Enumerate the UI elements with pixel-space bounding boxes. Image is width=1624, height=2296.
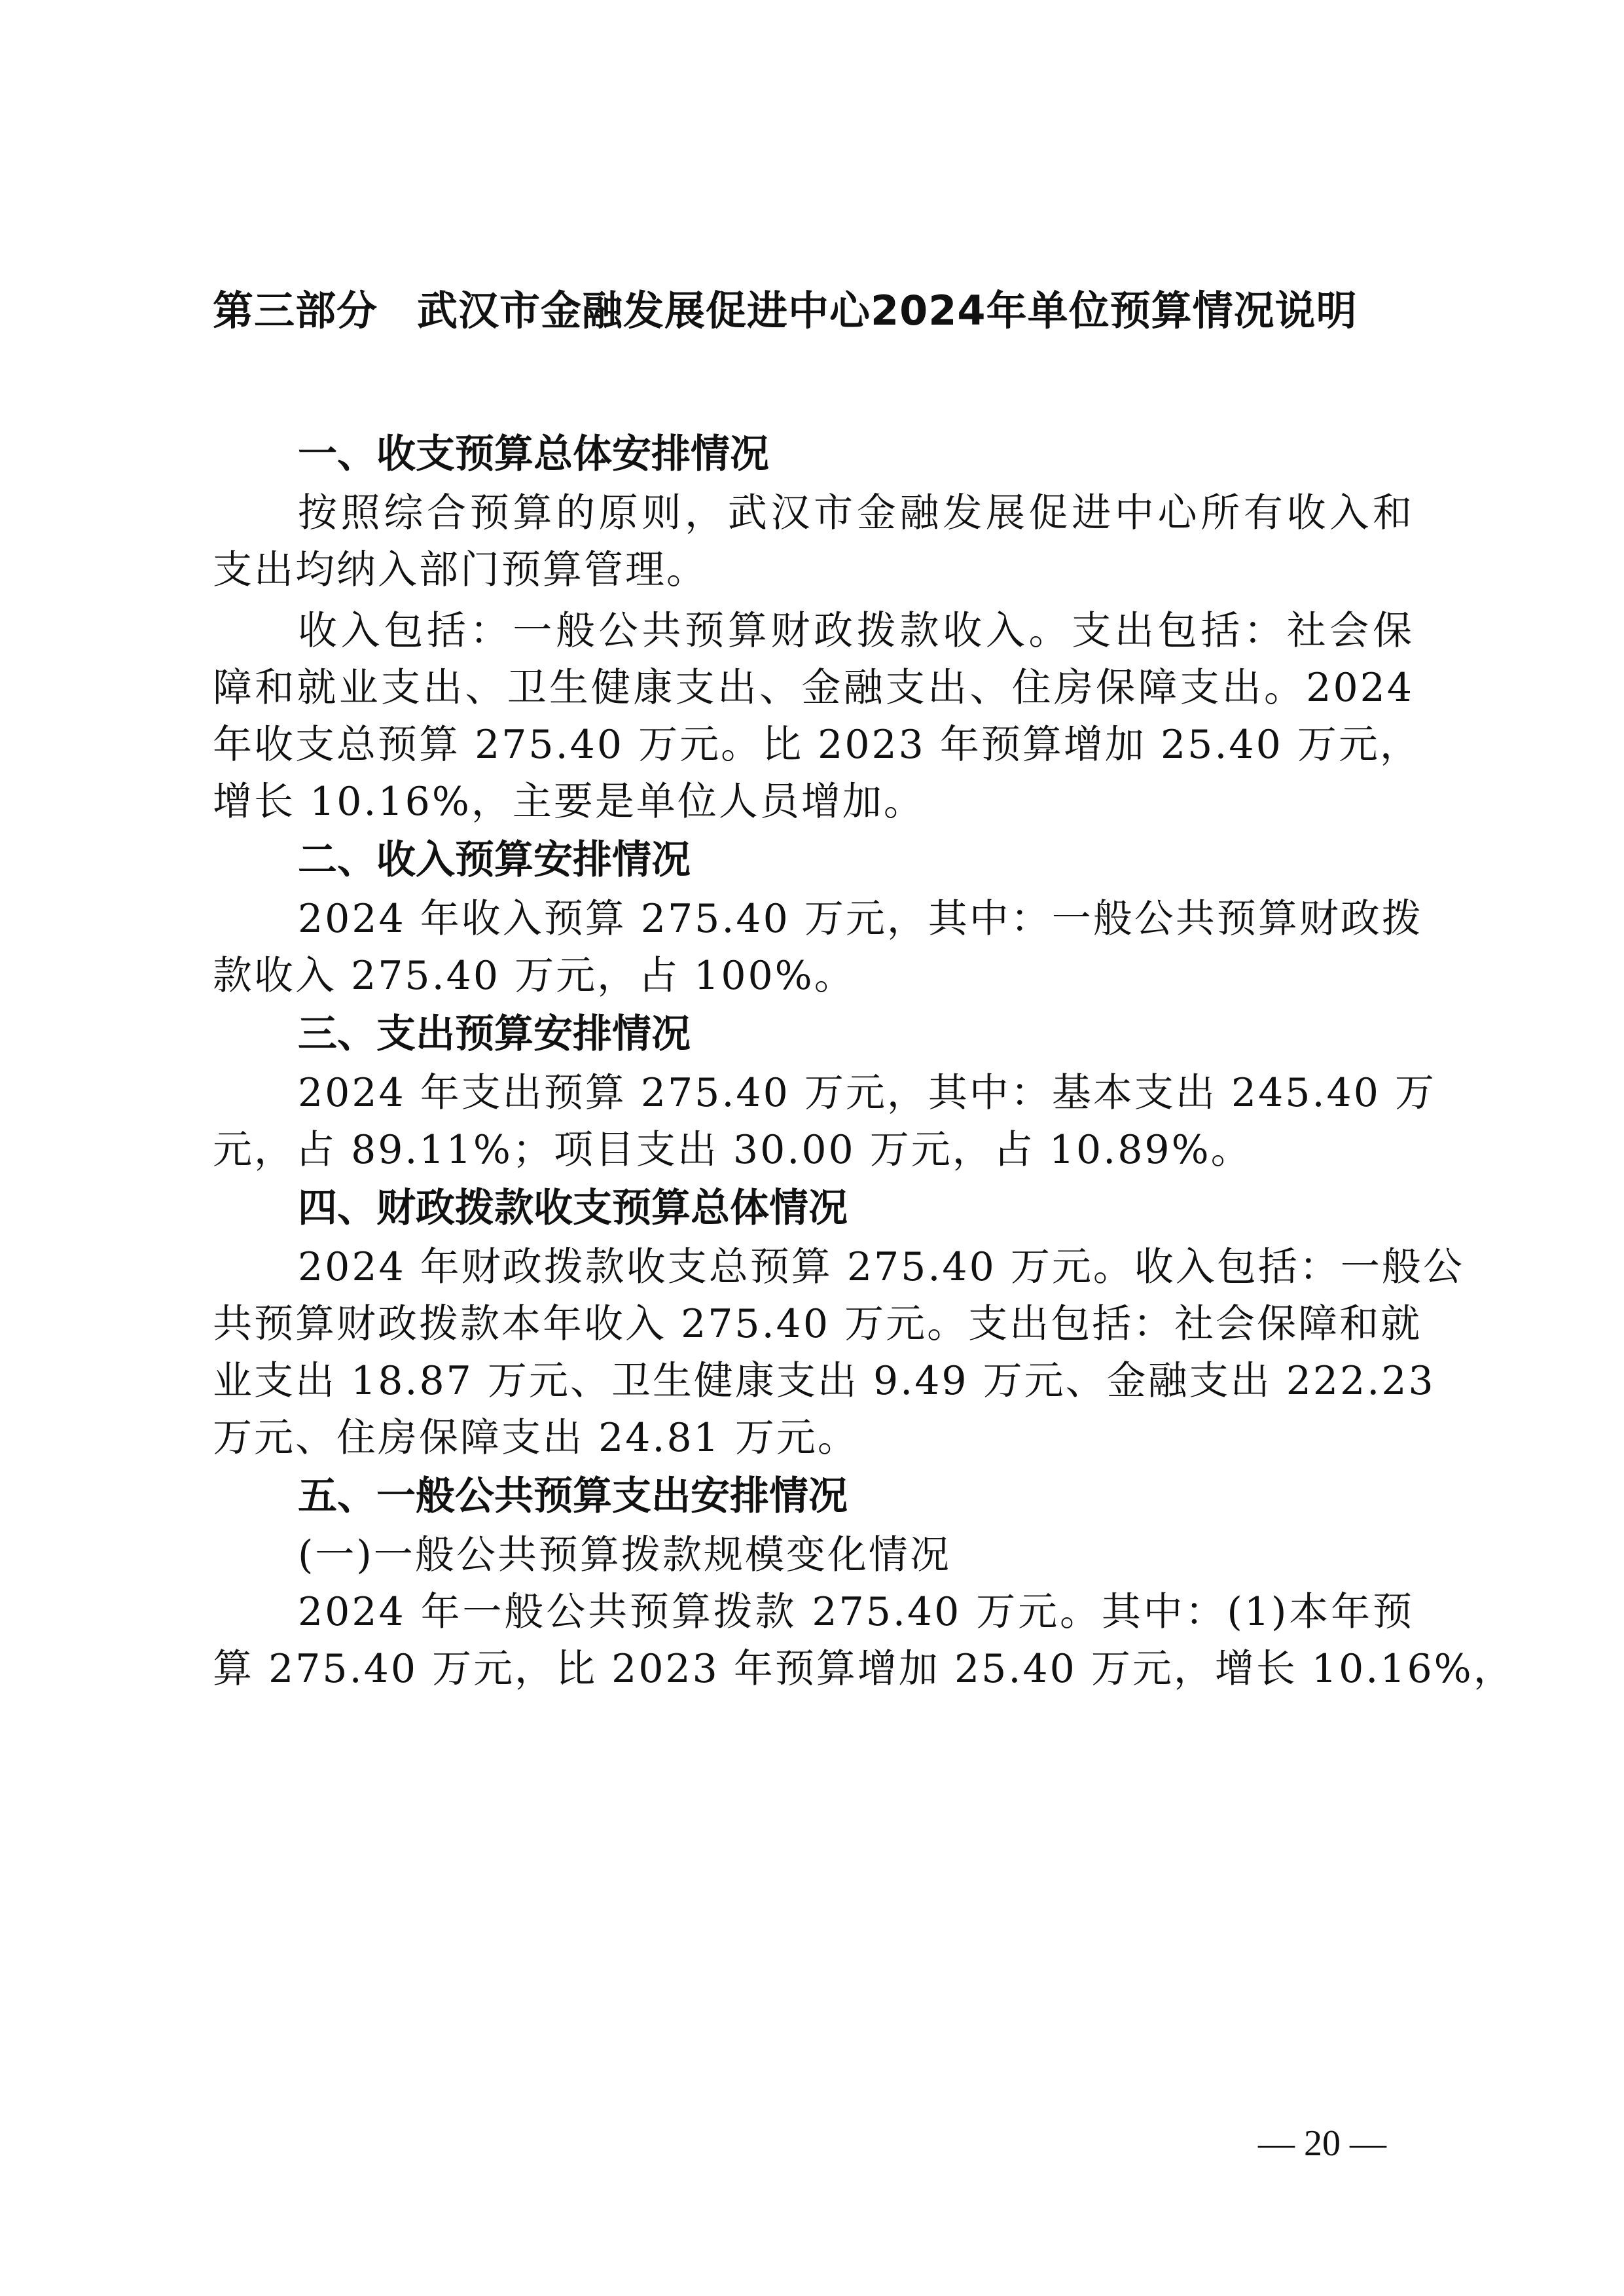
section-heading-5: 五、一般公共预算支出安排情况 — [298, 1473, 848, 1519]
text-line: 年收支总预算 275.40 万元。比 2023 年预算增加 25.40 万元， — [213, 722, 1421, 768]
title-part-label: 第三部分 — [213, 287, 378, 334]
section-1-paragraph-1 — [213, 485, 1414, 599]
text-line: 2024 年收入预算 275.40 万元，其中：一般公共预算财政拨 — [298, 896, 1423, 942]
text-line: 按照综合预算的原则，武汉市金融发展促进中心所有收入和 — [298, 490, 1414, 536]
text-line: 增长 10.16%，主要是单位人员增加。 — [213, 779, 925, 825]
page-number: — 20 — — [1258, 2123, 1386, 2164]
text-line: 万元、住房保障支出 24.81 万元。 — [213, 1415, 859, 1461]
text-line: 业支出 18.87 万元、卫生健康支出 9.49 万元、金融支出 222.23 — [213, 1358, 1435, 1404]
section-1-paragraph-2 — [213, 603, 1421, 831]
section-3-paragraph-1 — [213, 1065, 1436, 1179]
text-line: 支出均纳入部门预算管理。 — [213, 547, 708, 593]
text-line: 2024 年支出预算 275.40 万元，其中：基本支出 245.40 万 — [298, 1070, 1436, 1116]
section-heading-3: 三、支出预算安排情况 — [298, 1011, 691, 1057]
text-line: 2024 年财政拨款收支总预算 275.40 万元。收入包括：一般公 — [298, 1244, 1464, 1290]
section-heading-4: 四、财政拨款收支预算总体情况 — [298, 1185, 848, 1231]
section-2-paragraph-1 — [213, 891, 1423, 1005]
section-4-paragraph-1 — [213, 1239, 1464, 1467]
section-5-subheading: (一)一般公共预算拨款规模变化情况 — [298, 1532, 951, 1578]
text-line: 障和就业支出、卫生健康支出、金融支出、住房保障支出。2024 — [213, 665, 1414, 711]
section-heading-2: 二、收入预算安排情况 — [298, 837, 691, 883]
title-main-text: 武汉市金融发展促进中心2024年单位预算情况说明 — [417, 287, 1358, 334]
text-line: 2024 年一般公共预算拨款 275.40 万元。其中：(1)本年预 — [298, 1589, 1414, 1635]
text-line: 收入包括：一般公共预算财政拨款收入。支出包括：社会保 — [298, 608, 1414, 654]
document-body — [213, 429, 1515, 1698]
text-line: 算 275.40 万元，比 2023 年预算增加 25.40 万元，增长 10.16%， — [213, 1646, 1515, 1692]
text-line: 款收入 275.40 万元，占 100%。 — [213, 953, 856, 999]
text-line: 共预算财政拨款本年收入 275.40 万元。支出包括：社会保障和就 — [213, 1301, 1422, 1347]
section-heading-1: 一、收支预算总体安排情况 — [298, 431, 769, 477]
document-title — [213, 281, 1430, 340]
section-5-paragraph-1 — [213, 1584, 1515, 1698]
text-line: 元，占 89.11%；项目支出 30.00 万元，占 10.89%。 — [213, 1127, 1252, 1173]
